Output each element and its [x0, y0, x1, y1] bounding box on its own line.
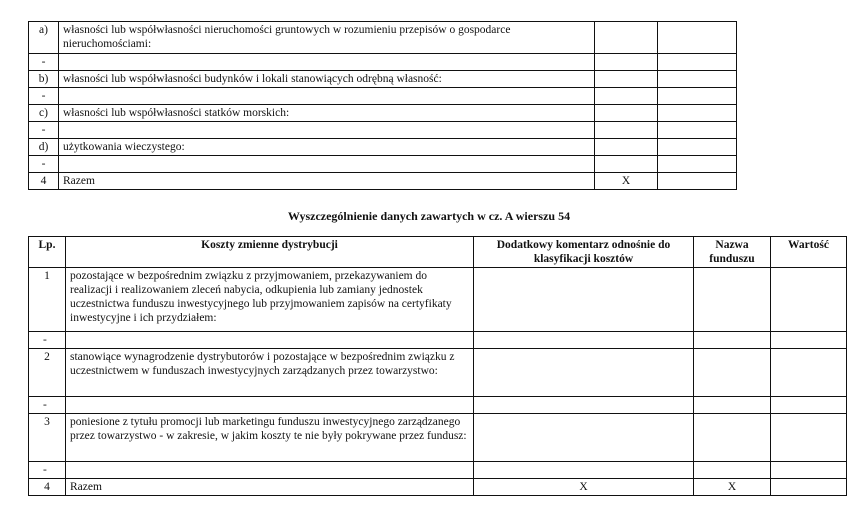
row-cell [658, 71, 737, 88]
row-number: - [29, 122, 59, 139]
table-row [29, 397, 847, 414]
row-value [771, 462, 847, 479]
row-number: - [29, 156, 59, 173]
row-description [59, 156, 595, 173]
row-fund [694, 414, 771, 462]
row-number: c) [29, 105, 59, 122]
row-cell [595, 139, 658, 156]
table-row [29, 156, 737, 173]
row-number: b) [29, 71, 59, 88]
row-fund [694, 268, 771, 332]
row-description: własności lub współwłasności budynków i lokali stanowiących odrębną własność: [59, 71, 595, 88]
total-row [29, 479, 847, 496]
row-comment [474, 414, 694, 462]
row-cell [595, 156, 658, 173]
row-number: - [29, 88, 59, 105]
row-number: - [29, 462, 66, 479]
table-row [29, 414, 847, 462]
total-label: Razem [66, 479, 474, 496]
row-cell [658, 173, 737, 190]
row-number: 2 [29, 349, 66, 397]
row-comment [474, 462, 694, 479]
table-row [29, 54, 737, 71]
row-cell: X [595, 173, 658, 190]
row-description [59, 122, 595, 139]
row-number: d) [29, 139, 59, 156]
row-comment [474, 268, 694, 332]
column-header-fund: Nazwa funduszu [694, 237, 771, 268]
row-cell [595, 71, 658, 88]
row-description [66, 397, 474, 414]
table-row [29, 22, 737, 54]
table-row [29, 71, 737, 88]
row-number: 4 [29, 479, 66, 496]
row-cell [658, 105, 737, 122]
header-row [29, 237, 847, 268]
table-row [29, 349, 847, 397]
total-label: Razem [59, 173, 595, 190]
row-value [771, 332, 847, 349]
row-number: 3 [29, 414, 66, 462]
row-value [771, 414, 847, 462]
row-comment [474, 332, 694, 349]
row-value [771, 479, 847, 496]
table-row [29, 462, 847, 479]
row-description: własności lub współwłasności statków morskich: [59, 105, 595, 122]
row-cell [595, 88, 658, 105]
row-cell [658, 139, 737, 156]
table-row [29, 105, 737, 122]
row-cell [658, 122, 737, 139]
row-number: - [29, 397, 66, 414]
row-description: poniesione z tytułu promocji lub marketingu funduszu inwestycyjnego zarządzanego przez towarzystwo - w zakresie, w jakim koszty te nie były pokrywane przez fundusz: [66, 414, 474, 462]
row-cell [658, 22, 737, 54]
row-number: 4 [29, 173, 59, 190]
row-number: 1 [29, 268, 66, 332]
row-description [59, 88, 595, 105]
row-value [771, 349, 847, 397]
row-value [771, 397, 847, 414]
row-description [59, 54, 595, 71]
column-header-comment: Dodatkowy komentarz odnośnie do klasyfikacji kosztów [474, 237, 694, 268]
row-comment [474, 349, 694, 397]
table-row [29, 332, 847, 349]
row-fund [694, 332, 771, 349]
row-cell [658, 88, 737, 105]
column-header-value: Wartość [771, 237, 847, 268]
table-row [29, 139, 737, 156]
row-description: pozostające w bezpośrednim związku z przyjmowaniem, przekazywaniem do realizacji i realizowaniem zleceń nabycia, odkupienia lub zamiany jednostek uczestnictwa funduszu inwestycyjnego lub przyjmowaniem zapisów na certyfikaty inwestycyjne i ich przydziałem: [66, 268, 474, 332]
row-cell [595, 122, 658, 139]
row-number: - [29, 54, 59, 71]
row-fund [694, 397, 771, 414]
row-value [771, 268, 847, 332]
row-fund: X [694, 479, 771, 496]
total-row [29, 173, 737, 190]
property-table [28, 21, 737, 190]
row-comment [474, 397, 694, 414]
column-header-costs: Koszty zmienne dystrybucji [66, 237, 474, 268]
row-fund [694, 462, 771, 479]
row-cell [595, 105, 658, 122]
row-number: a) [29, 22, 59, 54]
section-heading: Wyszczególnienie danych zawartych w cz. A wierszu 54 [287, 209, 571, 223]
row-comment: X [474, 479, 694, 496]
row-description: własności lub współwłasności nieruchomości gruntowych w rozumieniu przepisów o gospodarce nieruchomościami: [59, 22, 595, 54]
row-cell [658, 54, 737, 71]
row-description: stanowiące wynagrodzenie dystrybutorów i pozostające w bezpośrednim związku z uczestnictwem w funduszach inwestycyjnych zarządzanych przez towarzystwo: [66, 349, 474, 397]
row-description: użytkowania wieczystego: [59, 139, 595, 156]
row-description [66, 462, 474, 479]
row-cell [658, 156, 737, 173]
row-cell [595, 22, 658, 54]
row-cell [595, 54, 658, 71]
row-description [66, 332, 474, 349]
row-number: - [29, 332, 66, 349]
table-row [29, 122, 737, 139]
table-row [29, 268, 847, 332]
column-header-lp: Lp. [29, 237, 66, 268]
table-row [29, 88, 737, 105]
distribution-costs-table [28, 236, 847, 496]
row-fund [694, 349, 771, 397]
